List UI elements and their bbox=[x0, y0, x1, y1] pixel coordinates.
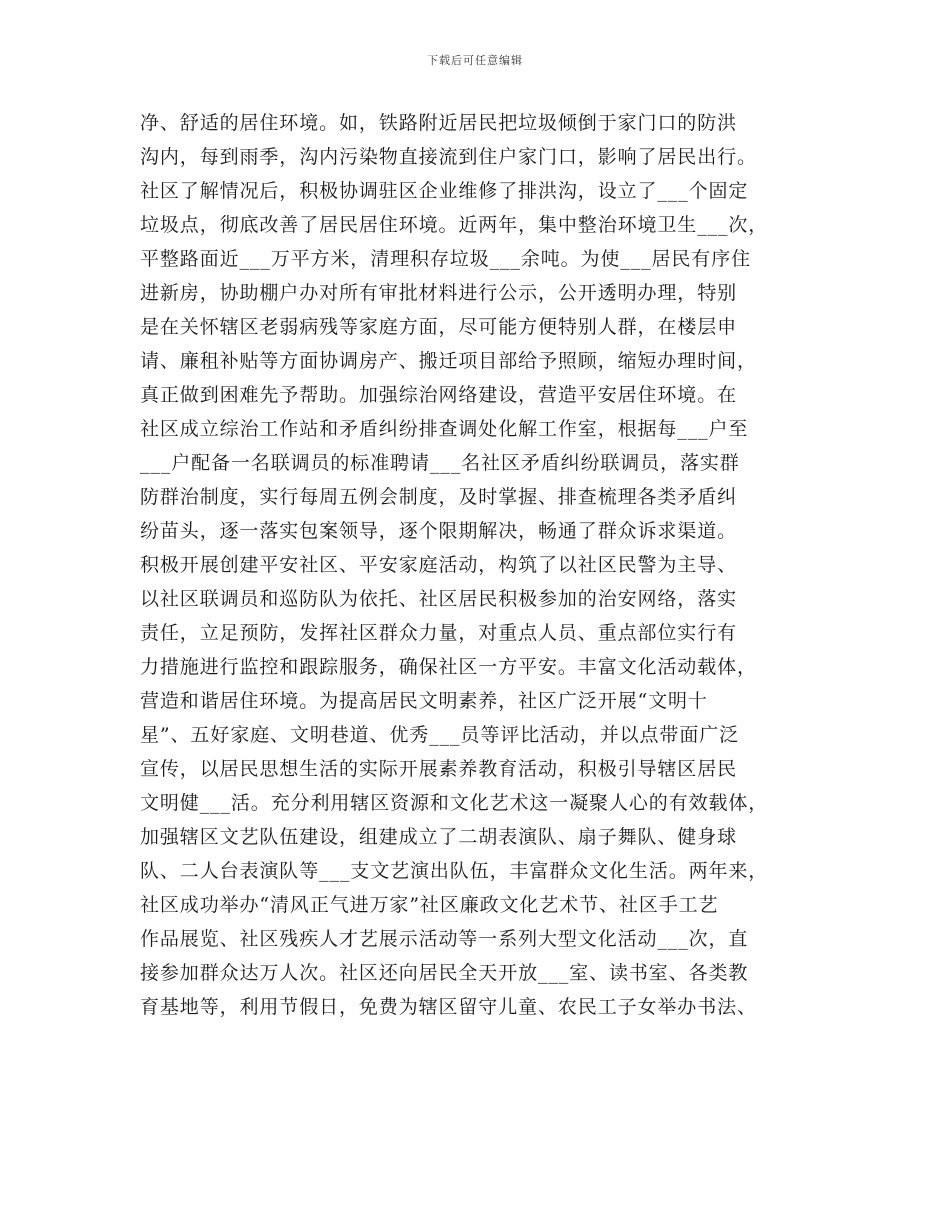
text-line: 真正做到困难先予帮助。加强综治网络建设，营造平安居住环境。在 bbox=[140, 384, 738, 406]
text-line: 育基地等，利用节假日，免费为辖区留守儿童、农民工子女举办书法、 bbox=[140, 996, 757, 1018]
text-line: 垃圾点，彻底改善了居民居住环境。近两年，集中整治环境卫生___次， bbox=[140, 214, 769, 236]
text-line: 社区成立综治工作站和矛盾纠纷排查调处化解工作室，根据每___户至 bbox=[140, 418, 749, 440]
page-header: 下载后可任意编辑 bbox=[427, 54, 523, 67]
text-line: 责任，立足预防，发挥社区群众力量，对重点人员、重点部位实行有 bbox=[140, 622, 738, 644]
text-line: 防群治制度，实行每周五例会制度，及时掌握、排查梳理各类矛盾纠 bbox=[140, 486, 738, 508]
text-line: 接参加群众达万人次。社区还向居民全天开放___室、读书室、各类教 bbox=[140, 962, 749, 984]
text-line: 文明健___活。充分利用辖区资源和文化艺术这一凝聚人心的有效载体， bbox=[140, 792, 769, 814]
text-line: 平整路面近___万平方米，清理积存垃圾___余吨。为使___居民有序住 bbox=[140, 248, 752, 270]
text-line: 队、二人台表演队等___支文艺演出队伍，丰富群众文化生活。两年来， bbox=[140, 860, 769, 882]
text-line: 请、廉租补贴等方面协调房产、搬迁项目部给予照顾，缩短办理时间， bbox=[140, 350, 757, 372]
text-line: 营造和谐居住环境。为提高居民文明素养，社区广泛开展“文明十 bbox=[140, 690, 708, 712]
text-line: 社区成功举办“清风正气进万家”社区廉政文化艺术节、社区手工艺 bbox=[140, 894, 719, 916]
body-text bbox=[140, 106, 820, 1024]
text-line: 净、舒适的居住环境。如，铁路附近居民把垃圾倾倒于家门口的防洪 bbox=[140, 112, 738, 134]
text-line: 力措施进行监控和跟踪服务，确保社区一方平安。丰富文化活动载体， bbox=[140, 656, 757, 678]
text-line: 是在关怀辖区老弱病残等家庭方面，尽可能方便特别人群，在楼层申 bbox=[140, 316, 738, 338]
text-line: 宣传，以居民思想生活的实际开展素养教育活动，积极引导辖区居民 bbox=[140, 758, 738, 780]
text-line: 社区了解情况后，积极协调驻区企业维修了排洪沟，设立了___个固定 bbox=[140, 180, 749, 202]
text-line: 加强辖区文艺队伍建设，组建成立了二胡表演队、扇子舞队、健身球 bbox=[140, 826, 738, 848]
text-line: 星”、五好家庭、文明巷道、优秀___员等评比活动，并以点带面广泛 bbox=[140, 724, 740, 746]
text-line: 纷苗头，逐一落实包案领导，逐个限期解决，畅通了群众诉求渠道。 bbox=[140, 520, 738, 542]
text-line: ___户配备一名联调员的标准聘请___名社区矛盾纠纷联调员，落实群 bbox=[140, 452, 740, 474]
text-line: 以社区联调员和巡防队为依托、社区居民积极参加的治安网络，落实 bbox=[140, 588, 738, 610]
text-line: 积极开展创建平安社区、平安家庭活动，构筑了以社区民警为主导、 bbox=[140, 554, 738, 576]
text-line: 作品展览、社区残疾人才艺展示活动等一系列大型文化活动___次，直 bbox=[140, 928, 749, 950]
text-line: 进新房，协助棚户办对所有审批材料进行公示，公开透明办理，特别 bbox=[140, 282, 738, 304]
text-line: 沟内，每到雨季，沟内污染物直接流到住户家门口，影响了居民出行。 bbox=[140, 146, 757, 168]
